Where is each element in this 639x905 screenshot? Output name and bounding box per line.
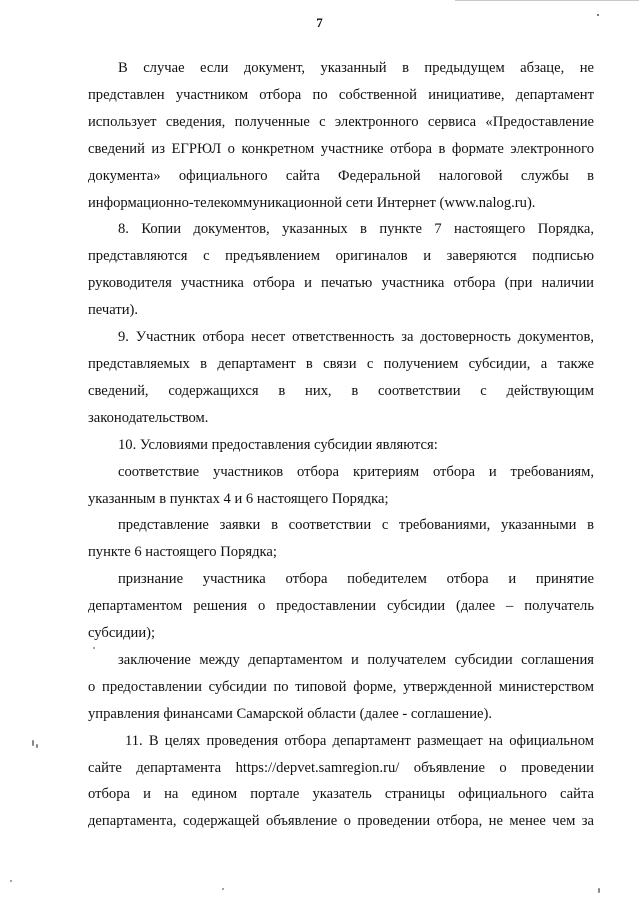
page-number: 7 (316, 15, 323, 30)
text-line: В случае если документ, указанный в предыдущем абзаце, не (118, 60, 594, 76)
text-line: законодательством. (88, 409, 209, 426)
paragraph-item-10 (88, 432, 594, 459)
text-line: представлен участником отбора по собственной инициативе, департамент (88, 86, 594, 103)
text-line: отбора и на едином портале указатель страницы официального сайта (88, 786, 594, 803)
text-line: сведений, содержащихся в них, в соответствии с действующим (88, 382, 594, 399)
paragraph-condition-application (88, 512, 594, 566)
paragraph-condition-criteria (88, 459, 594, 513)
text-line: о предоставлении субсидии по типовой форме, утвержденной министерством (88, 678, 594, 695)
text-line: субсидии); (88, 625, 156, 642)
scan-speck (598, 888, 600, 893)
text-line: 9. Участник отбора несет ответственность за достоверность документов, (118, 329, 594, 346)
text-line: заключение между департаментом и получателем субсидии соглашения (118, 651, 594, 668)
scan-speck (32, 740, 34, 746)
scan-speck (10, 880, 12, 882)
document-body (88, 55, 594, 835)
top-edge-shadow (455, 0, 639, 1)
text-line: сайте департамента https://depvet.samregion.ru/ объявление о проведении (88, 759, 594, 776)
text-line: 11. В целях проведения отбора департамент размещает на официальном (125, 732, 594, 749)
text-line: 10. Условиями предоставления субсидии являются: (118, 436, 438, 453)
text-line: руководителя участника отбора и печатью участника отбора (при наличии (88, 275, 594, 292)
paragraph-condition-agreement (88, 647, 594, 728)
text-line: признание участника отбора победителем отбора и принятие (118, 571, 594, 588)
paragraph-item-8 (88, 216, 594, 324)
text-line: 8. Копии документов, указанных в пункте 7 настоящего Порядка, (118, 221, 594, 238)
text-line: представляются с предъявлением оригиналов и заверяются подписью (88, 248, 594, 265)
text-line: представление заявки в соответствии с требованиями, указанными в (118, 517, 594, 534)
text-line: управления финансами Самарской области (далее - соглашение). (88, 705, 493, 722)
text-line: сведений из ЕГРЮЛ о конкретном участнике отбора в формате электронного (88, 140, 594, 157)
text-line: указанным в пунктах 4 и 6 настоящего Порядка; (88, 490, 389, 507)
paragraph-item-11 (88, 728, 594, 836)
text-line: представляемых в департамент в связи с получением субсидии, а также (88, 355, 594, 372)
scan-speck (222, 888, 224, 890)
paragraph-egrul-info (88, 55, 594, 216)
text-line: информационно-телекоммуникационной сети Интернет (www.nalog.ru). (88, 194, 536, 211)
text-line: документа» официального сайта Федеральной налоговой службы в (88, 167, 594, 184)
text-line: соответствие участников отбора критериям отбора и требованиям, (118, 463, 594, 480)
text-line: пункте 6 настоящего Порядка; (88, 544, 277, 561)
scan-speck (36, 744, 38, 748)
text-line: печати). (88, 302, 139, 319)
text-line: департамента, содержащей объявление о проведении отбора, не менее чем за (88, 813, 594, 830)
paragraph-item-9 (88, 324, 594, 432)
paragraph-condition-winner (88, 566, 594, 647)
text-line: департаментом решения о предоставлении субсидии (далее – получатель (88, 598, 594, 615)
text-line: использует сведения, полученные с электронного сервиса «Предоставление (88, 113, 594, 130)
